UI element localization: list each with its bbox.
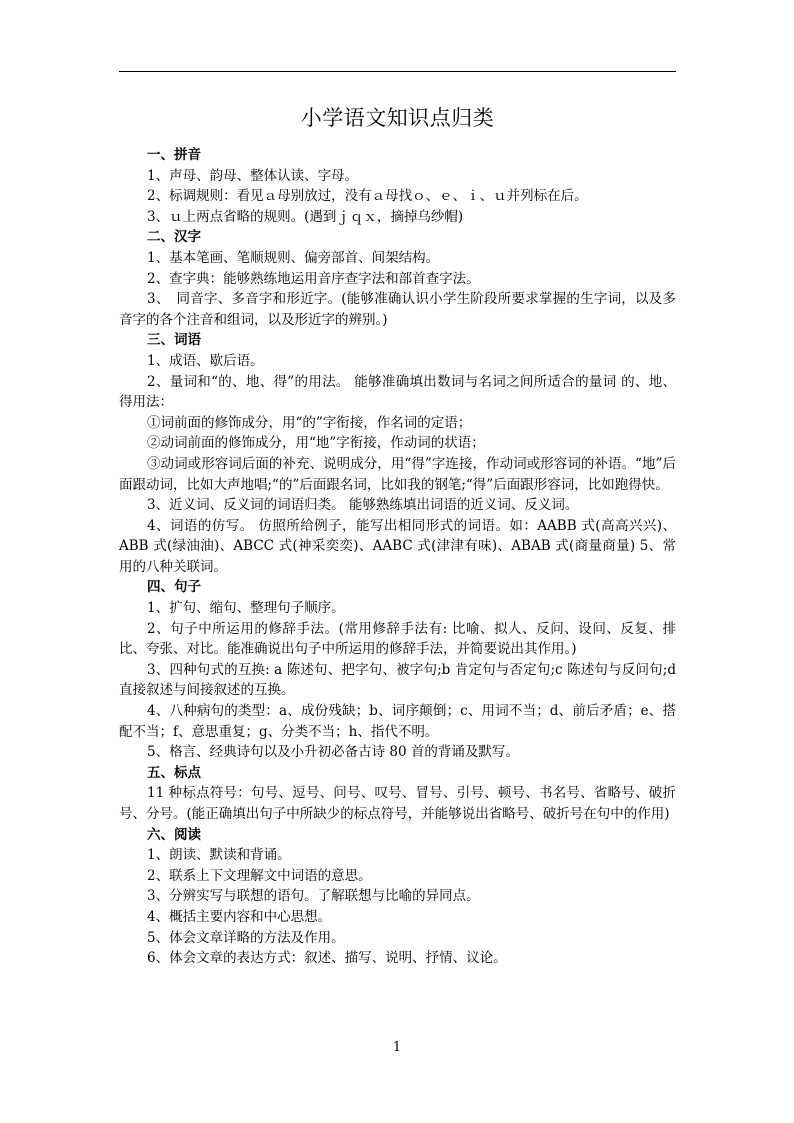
section-yuedu (119, 825, 676, 969)
paragraph: 1、扩句、缩句、整理句子顺序。 (147, 600, 345, 617)
section-ciyu (119, 330, 676, 577)
paragraph: 2、标调规则：看见ａ母别放过，没有ａ母找ｏ、ｅ、ｉ、ｕ并列标在后。 (147, 188, 588, 205)
section-heading: 三、词语 (147, 332, 201, 349)
paragraph: 5、格言、经典诗句以及小升初必备古诗 80 首的背诵及默写。 (147, 744, 519, 761)
paragraph: 1、声母、韵母、整体认读、字母。 (147, 167, 359, 184)
paragraph: 1、成语、歇后语。 (147, 352, 264, 369)
paragraph: 3、分辨实写与联想的语句。了解联想与比喻的异同点。 (147, 888, 480, 905)
section-heading: 二、汉字 (147, 229, 201, 246)
section-hanzi (119, 227, 676, 330)
paragraph: 2、联系上下文理解文中词语的意思。 (147, 867, 372, 884)
paragraph: 6、体会文章的表达方式：叙述、描写、说明、抒情、议论。 (147, 950, 507, 967)
paragraph: 2、查字典：能够熟练地运用音序查字法和部首查字法。 (147, 270, 480, 287)
section-heading: 四、句子 (147, 579, 201, 596)
paragraph: 2、句子中所运用的修辞手法。(常用修辞手法有: 比喻、拟人、反问、设问、反复、排比、夸张、对比。能准确说出句子中所运用的修辞手法，并简要说出其作用。) (119, 620, 676, 658)
page-number: 1 (392, 1040, 402, 1055)
document-body (119, 102, 676, 969)
paragraph: 11 种标点符号：句号、逗号、问号、叹号、冒号、引号、顿号、书名号、省略号、破折号、分号。(能正确填出句子中所缺少的标点符号，并能够说出省略号、破折号在句中的作用) (119, 785, 676, 822)
paragraph: 4、词语的仿写。 仿照所给例子，能写出相同形式的词语。如：AABB 式(高高兴兴)、ABB 式(绿油油)、ABCC 式(神采奕奕)、AABC 式(津津有味)、ABAB 式(商量商量) 5、常用的八种关联词。 (119, 517, 676, 575)
section-pinyin (119, 145, 676, 227)
paragraph: 1、基本笔画、笔顺规则、偏旁部首、间架结构。 (147, 249, 440, 266)
section-juzi (119, 577, 676, 762)
paragraph: 3、ｕ上两点省略的规则。(遇到ｊｑｘ，摘掉乌纱帽) (147, 208, 464, 225)
paragraph: 5、体会文章详略的方法及作用。 (147, 929, 345, 946)
paragraph: 4、八种病句的类型：a、成份残缺；b、词序颠倒；c、用词不当；d、前后矛盾；e、搭配不当；f、意思重复；g、分类不当；h、指代不明。 (119, 703, 676, 740)
paragraph: 2、量词和“的、地、得”的用法。 能够准确填出数词与名词之间所适合的量词 的、地、得用法： (119, 373, 676, 411)
section-heading: 五、标点 (147, 764, 201, 781)
paragraph: 3、 同音字、多音字和形近字。(能够准确认识小学生阶段所要求掌握的生字词，以及多音字的各个注音和组词，以及形近字的辨别。) (119, 291, 676, 328)
document-title: 小学语文知识点归类 (300, 106, 495, 130)
paragraph: 3、近义词、反义词的词语归类。 能够熟练填出词语的近义词、反义词。 (147, 497, 579, 514)
section-heading: 六、阅读 (147, 826, 201, 843)
paragraph: 4、概括主要内容和中心思想。 (147, 908, 332, 925)
header-rule (119, 71, 676, 72)
paragraph: 1、朗读、默读和背诵。 (147, 847, 291, 864)
paragraph: ③动词或形容词后面的补充、说明成分，用“得”字连接，作动词或形容词的补语。“地”后面跟动词，比如大声地唱;“的”后面跟名词，比如我的钢笔;“得”后面跟形容词，比如跑得快。 (119, 455, 676, 493)
paragraph: 3、四种句式的互换: a 陈述句、把字句、被字句;b 肯定句与否定句;c 陈述句与反问句;d 直接叙述与间接叙述的互换。 (119, 661, 676, 699)
section-biaodian (119, 763, 676, 825)
section-heading: 一、拼音 (147, 147, 201, 163)
paragraph: ②动词前面的修饰成分，用“地”字衔接，作动词的状语； (147, 435, 485, 452)
paragraph: ①词前面的修饰成分，用“的”字衔接，作名词的定语； (147, 414, 472, 431)
